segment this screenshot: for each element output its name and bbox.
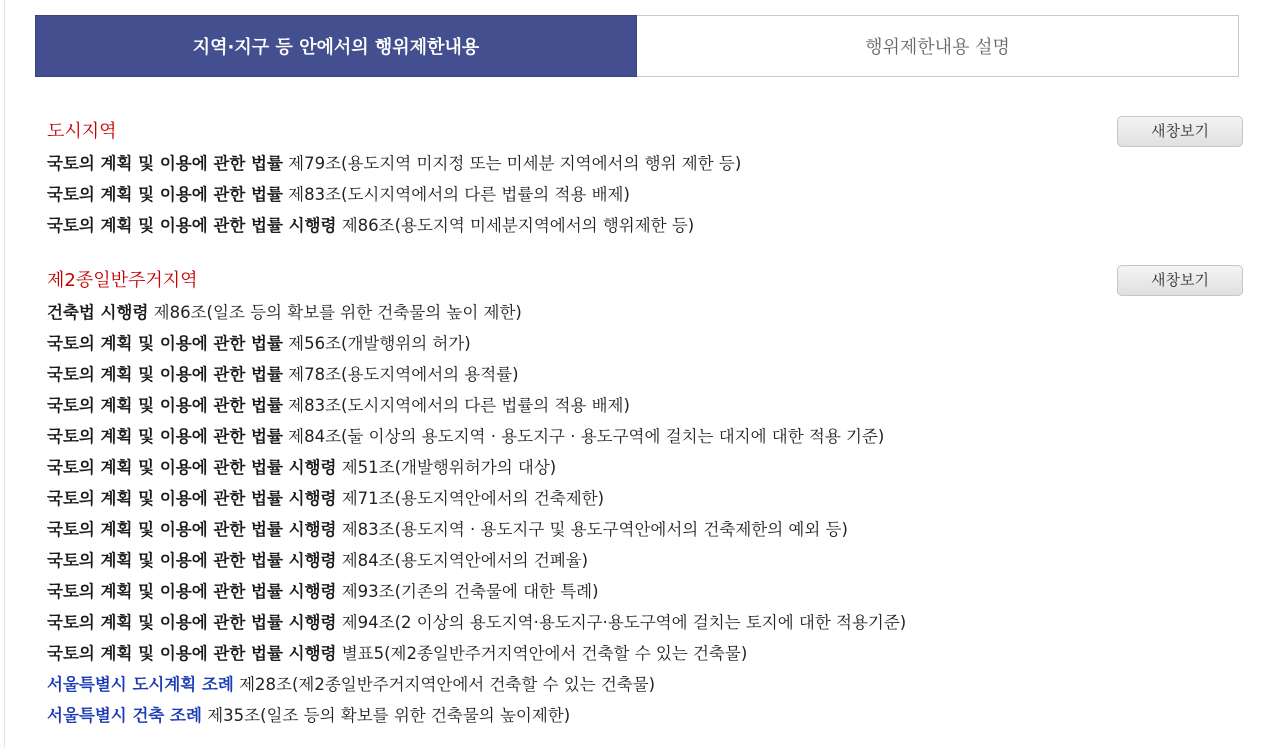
law-item bbox=[47, 390, 1243, 421]
law-name-link[interactable]: 서울특별시 도시계획 조례 bbox=[47, 675, 234, 694]
law-item bbox=[47, 607, 1243, 638]
content-frame-border bbox=[4, 0, 5, 747]
law-item bbox=[47, 328, 1243, 359]
law-item bbox=[47, 545, 1243, 576]
section-residential-zone bbox=[47, 265, 1243, 731]
law-article-text: 제56조(개발행위의 허가) bbox=[282, 334, 471, 353]
law-article-text: 제28조(제2종일반주거지역안에서 건축할 수 있는 건축물) bbox=[233, 675, 656, 694]
law-name-link[interactable]: 국토의 계획 및 이용에 관한 법률 bbox=[47, 365, 283, 384]
law-name-link[interactable]: 국토의 계획 및 이용에 관한 법률 시행령 bbox=[47, 216, 337, 235]
tab-restriction-description[interactable]: 행위제한내용 설명 bbox=[637, 15, 1239, 77]
law-item bbox=[47, 638, 1243, 669]
law-name-link[interactable]: 국토의 계획 및 이용에 관한 법률 시행령 bbox=[47, 458, 337, 477]
law-item bbox=[47, 421, 1243, 452]
law-item bbox=[47, 483, 1243, 514]
law-name-link[interactable]: 국토의 계획 및 이용에 관한 법률 bbox=[47, 185, 283, 204]
law-name-link[interactable]: 국토의 계획 및 이용에 관한 법률 시행령 bbox=[47, 582, 337, 601]
section-title: 제2종일반주거지역 bbox=[47, 270, 198, 291]
law-article-text: 제83조(용도지역 · 용도지구 및 용도구역안에서의 건축제한의 예외 등) bbox=[336, 520, 848, 539]
law-item bbox=[47, 148, 1243, 179]
law-article-text: 제35조(일조 등의 확보를 위한 건축물의 높이제한) bbox=[201, 706, 571, 725]
law-article-text: 제84조(용도지역안에서의 건폐율) bbox=[336, 551, 589, 570]
law-item bbox=[47, 179, 1243, 210]
law-name-link[interactable]: 건축법 시행령 bbox=[47, 303, 149, 322]
law-name-link[interactable]: 국토의 계획 및 이용에 관한 법률 시행령 bbox=[47, 644, 337, 663]
law-article-text: 제51조(개발행위허가의 대상) bbox=[336, 458, 557, 477]
open-new-window-button[interactable]: 새창보기 bbox=[1117, 265, 1243, 296]
law-name-link[interactable]: 국토의 계획 및 이용에 관한 법률 시행령 bbox=[47, 489, 337, 508]
section-urban-area bbox=[47, 116, 1243, 241]
law-item bbox=[47, 452, 1243, 483]
law-name-link[interactable]: 국토의 계획 및 이용에 관한 법률 시행령 bbox=[47, 613, 337, 632]
law-article-text: 제78조(용도지역에서의 용적률) bbox=[282, 365, 519, 384]
law-name-link[interactable]: 국토의 계획 및 이용에 관한 법률 시행령 bbox=[47, 551, 337, 570]
law-article-text: 제94조(2 이상의 용도지역·용도지구·용도구역에 걸치는 토지에 대한 적용기준) bbox=[336, 613, 907, 632]
open-new-window-button[interactable]: 새창보기 bbox=[1117, 116, 1243, 147]
law-name-link[interactable]: 국토의 계획 및 이용에 관한 법률 bbox=[47, 334, 283, 353]
tab-bar bbox=[35, 15, 1239, 77]
law-item bbox=[47, 359, 1243, 390]
tab-restriction-content[interactable]: 지역·지구 등 안에서의 행위제한내용 bbox=[35, 15, 637, 77]
law-item bbox=[47, 297, 1243, 328]
law-name-link[interactable]: 국토의 계획 및 이용에 관한 법률 bbox=[47, 396, 283, 415]
law-name-link[interactable]: 국토의 계획 및 이용에 관한 법률 bbox=[47, 154, 283, 173]
law-article-text: 제86조(일조 등의 확보를 위한 건축물의 높이 제한) bbox=[148, 303, 522, 322]
law-name-link[interactable]: 국토의 계획 및 이용에 관한 법률 시행령 bbox=[47, 520, 337, 539]
law-article-text: 제86조(용도지역 미세분지역에서의 행위제한 등) bbox=[336, 216, 695, 235]
law-article-text: 제84조(둘 이상의 용도지역 · 용도지구 · 용도구역에 걸치는 대지에 대한 적용 기준) bbox=[282, 427, 885, 446]
law-item bbox=[47, 210, 1243, 241]
law-item bbox=[47, 514, 1243, 545]
law-name-link[interactable]: 서울특별시 건축 조례 bbox=[47, 706, 202, 725]
law-item bbox=[47, 700, 1243, 731]
law-article-text: 제83조(도시지역에서의 다른 법률의 적용 배제) bbox=[282, 185, 630, 204]
law-item bbox=[47, 669, 1243, 700]
law-article-text: 제93조(기존의 건축물에 대한 특례) bbox=[336, 582, 599, 601]
law-item bbox=[47, 576, 1243, 607]
law-article-text: 별표5(제2종일반주거지역안에서 건축할 수 있는 건축물) bbox=[336, 644, 748, 663]
law-article-text: 제71조(용도지역안에서의 건축제한) bbox=[336, 489, 605, 508]
law-article-text: 제83조(도시지역에서의 다른 법률의 적용 배제) bbox=[282, 396, 630, 415]
law-article-text: 제79조(용도지역 미지정 또는 미세분 지역에서의 행위 제한 등) bbox=[282, 154, 742, 173]
section-title: 도시지역 bbox=[47, 121, 117, 142]
law-name-link[interactable]: 국토의 계획 및 이용에 관한 법률 bbox=[47, 427, 283, 446]
